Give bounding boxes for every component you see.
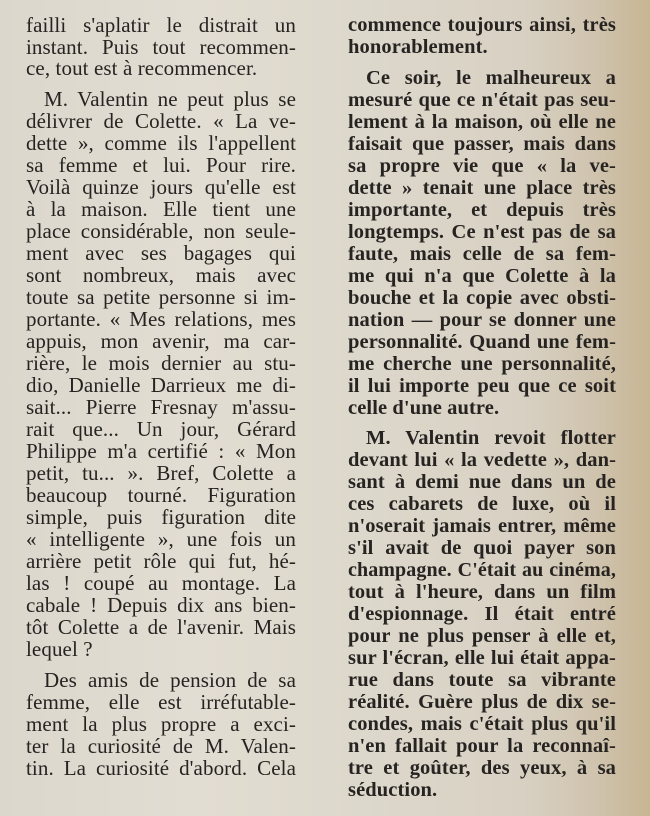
text-line: nation — pour se donner une xyxy=(348,309,616,331)
text-line: tre et goûter, des yeux, à sa xyxy=(348,757,616,779)
text-line: ces cabarets de luxe, où il xyxy=(348,493,616,515)
text-line: me qui n'a que Colette à la xyxy=(348,265,616,287)
text-line: tôt Colette a de l'avenir. Mais xyxy=(26,615,296,639)
text-line: celle d'une autre. xyxy=(348,397,500,419)
text-line: réalité. Guère plus de dix se- xyxy=(348,691,616,713)
text-line: ce, tout est à recommencer. xyxy=(26,56,258,80)
text-line: M. Valentin revoit flotter xyxy=(366,427,616,449)
text-line: cabale ! Depuis dix ans bien- xyxy=(26,593,296,617)
text-line: rue dans toute sa vibrante xyxy=(348,669,616,691)
text-line: d'espionnage. Il était entré xyxy=(348,603,616,625)
text-line: honorablement. xyxy=(348,36,488,58)
text-line: longtemps. Ce n'est pas de sa xyxy=(348,221,616,243)
text-line: séduction. xyxy=(348,779,438,801)
text-line: condes, mais c'était plus qu'il xyxy=(348,713,616,735)
text-line: lement à la maison, où elle ne xyxy=(348,111,616,133)
text-line: faute, mais celle de sa fem- xyxy=(348,243,616,265)
text-line: petit, tu... ». Bref, Colette a xyxy=(26,461,296,485)
text-line: femme, elle est irréfutable- xyxy=(26,690,296,714)
text-line: sant à demi nue dans un de xyxy=(348,471,616,493)
text-line: appuis, mon avenir, ma car- xyxy=(26,329,296,353)
text-line: toute sa petite personne si im- xyxy=(26,285,296,309)
text-line: sait... Pierre Fresnay m'assu- xyxy=(26,395,296,419)
text-line: ment avec ses bagages qui xyxy=(26,241,296,265)
text-line: n'en fallait pour la reconnaî- xyxy=(348,735,616,757)
text-line: sont nombreux, mais avec xyxy=(26,263,296,287)
text-line: tout à l'heure, dans un film xyxy=(348,581,616,603)
text-line: Philippe m'a certifié : « Mon xyxy=(26,439,296,463)
text-line: ter la curiosité de M. Valen- xyxy=(26,734,296,758)
text-line: il lui importe peu que ce soit xyxy=(348,375,616,397)
text-line: rière, le mois dernier au stu- xyxy=(26,351,296,375)
text-line: dio, Danielle Darrieux me di- xyxy=(26,373,296,397)
text-line: simple, puis figuration dite xyxy=(26,505,296,529)
text-line: sa femme et lui. Pour rire. xyxy=(26,153,296,177)
text-line: Des amis de pension de sa xyxy=(44,668,296,692)
text-line: failli s'aplatir le distrait un xyxy=(26,13,296,37)
text-line: place considérable, non seule- xyxy=(26,219,296,243)
text-line: personnalité. Quand une fem- xyxy=(348,331,616,353)
text-line: s'il avait de quoi payer son xyxy=(348,537,616,559)
text-line: à la maison. Elle tient une xyxy=(26,197,296,221)
text-line: champagne. C'était au cinéma, xyxy=(348,559,616,581)
text-line: pour ne plus penser à elle et, xyxy=(348,625,616,647)
text-line: commence toujours ainsi, très xyxy=(348,14,616,36)
text-line: lequel ? xyxy=(26,637,93,661)
text-line: sur l'écran, elle lui était appa- xyxy=(348,647,616,669)
text-line: rait que... Un jour, Gérard xyxy=(26,417,296,441)
text-line: tin. La curiosité d'abord. Cela xyxy=(26,756,296,780)
text-line: mesuré que ce n'était pas seu- xyxy=(348,89,616,111)
text-line: portante. « Mes relations, mes xyxy=(26,307,296,331)
text-line: importante, et depuis très xyxy=(348,199,616,221)
text-line: n'oserait jamais entrer, même xyxy=(348,515,616,537)
text-line: dette » tenait une place très xyxy=(348,177,616,199)
text-line: ment la plus propre a exci- xyxy=(26,712,296,736)
text-line: Voilà quinze jours qu'elle est xyxy=(26,175,296,199)
text-line: délivrer de Colette. « La ve- xyxy=(26,109,296,133)
text-line: dette », comme ils l'appellent xyxy=(26,131,296,155)
text-line: faisait que passer, mais dans xyxy=(348,133,616,155)
text-line: instant. Puis tout recommen- xyxy=(26,35,296,59)
text-line: sa propre vie que « la ve- xyxy=(348,155,616,177)
text-line: « intelligente », une fois un xyxy=(26,527,296,551)
text-line: arrière petit rôle qui fut, hé- xyxy=(26,549,296,573)
text-line: beaucoup tourné. Figuration xyxy=(26,483,296,507)
text-line: M. Valentin ne peut plus se xyxy=(44,87,296,111)
text-line: me cherche une personnalité, xyxy=(348,353,616,375)
text-line: las ! coupé au montage. La xyxy=(26,571,296,595)
text-line: Ce soir, le malheureux a xyxy=(366,67,616,89)
text-line: bouche et la copie avec obsti- xyxy=(348,287,616,309)
text-line: devant lui « la vedette », dan- xyxy=(348,449,616,471)
